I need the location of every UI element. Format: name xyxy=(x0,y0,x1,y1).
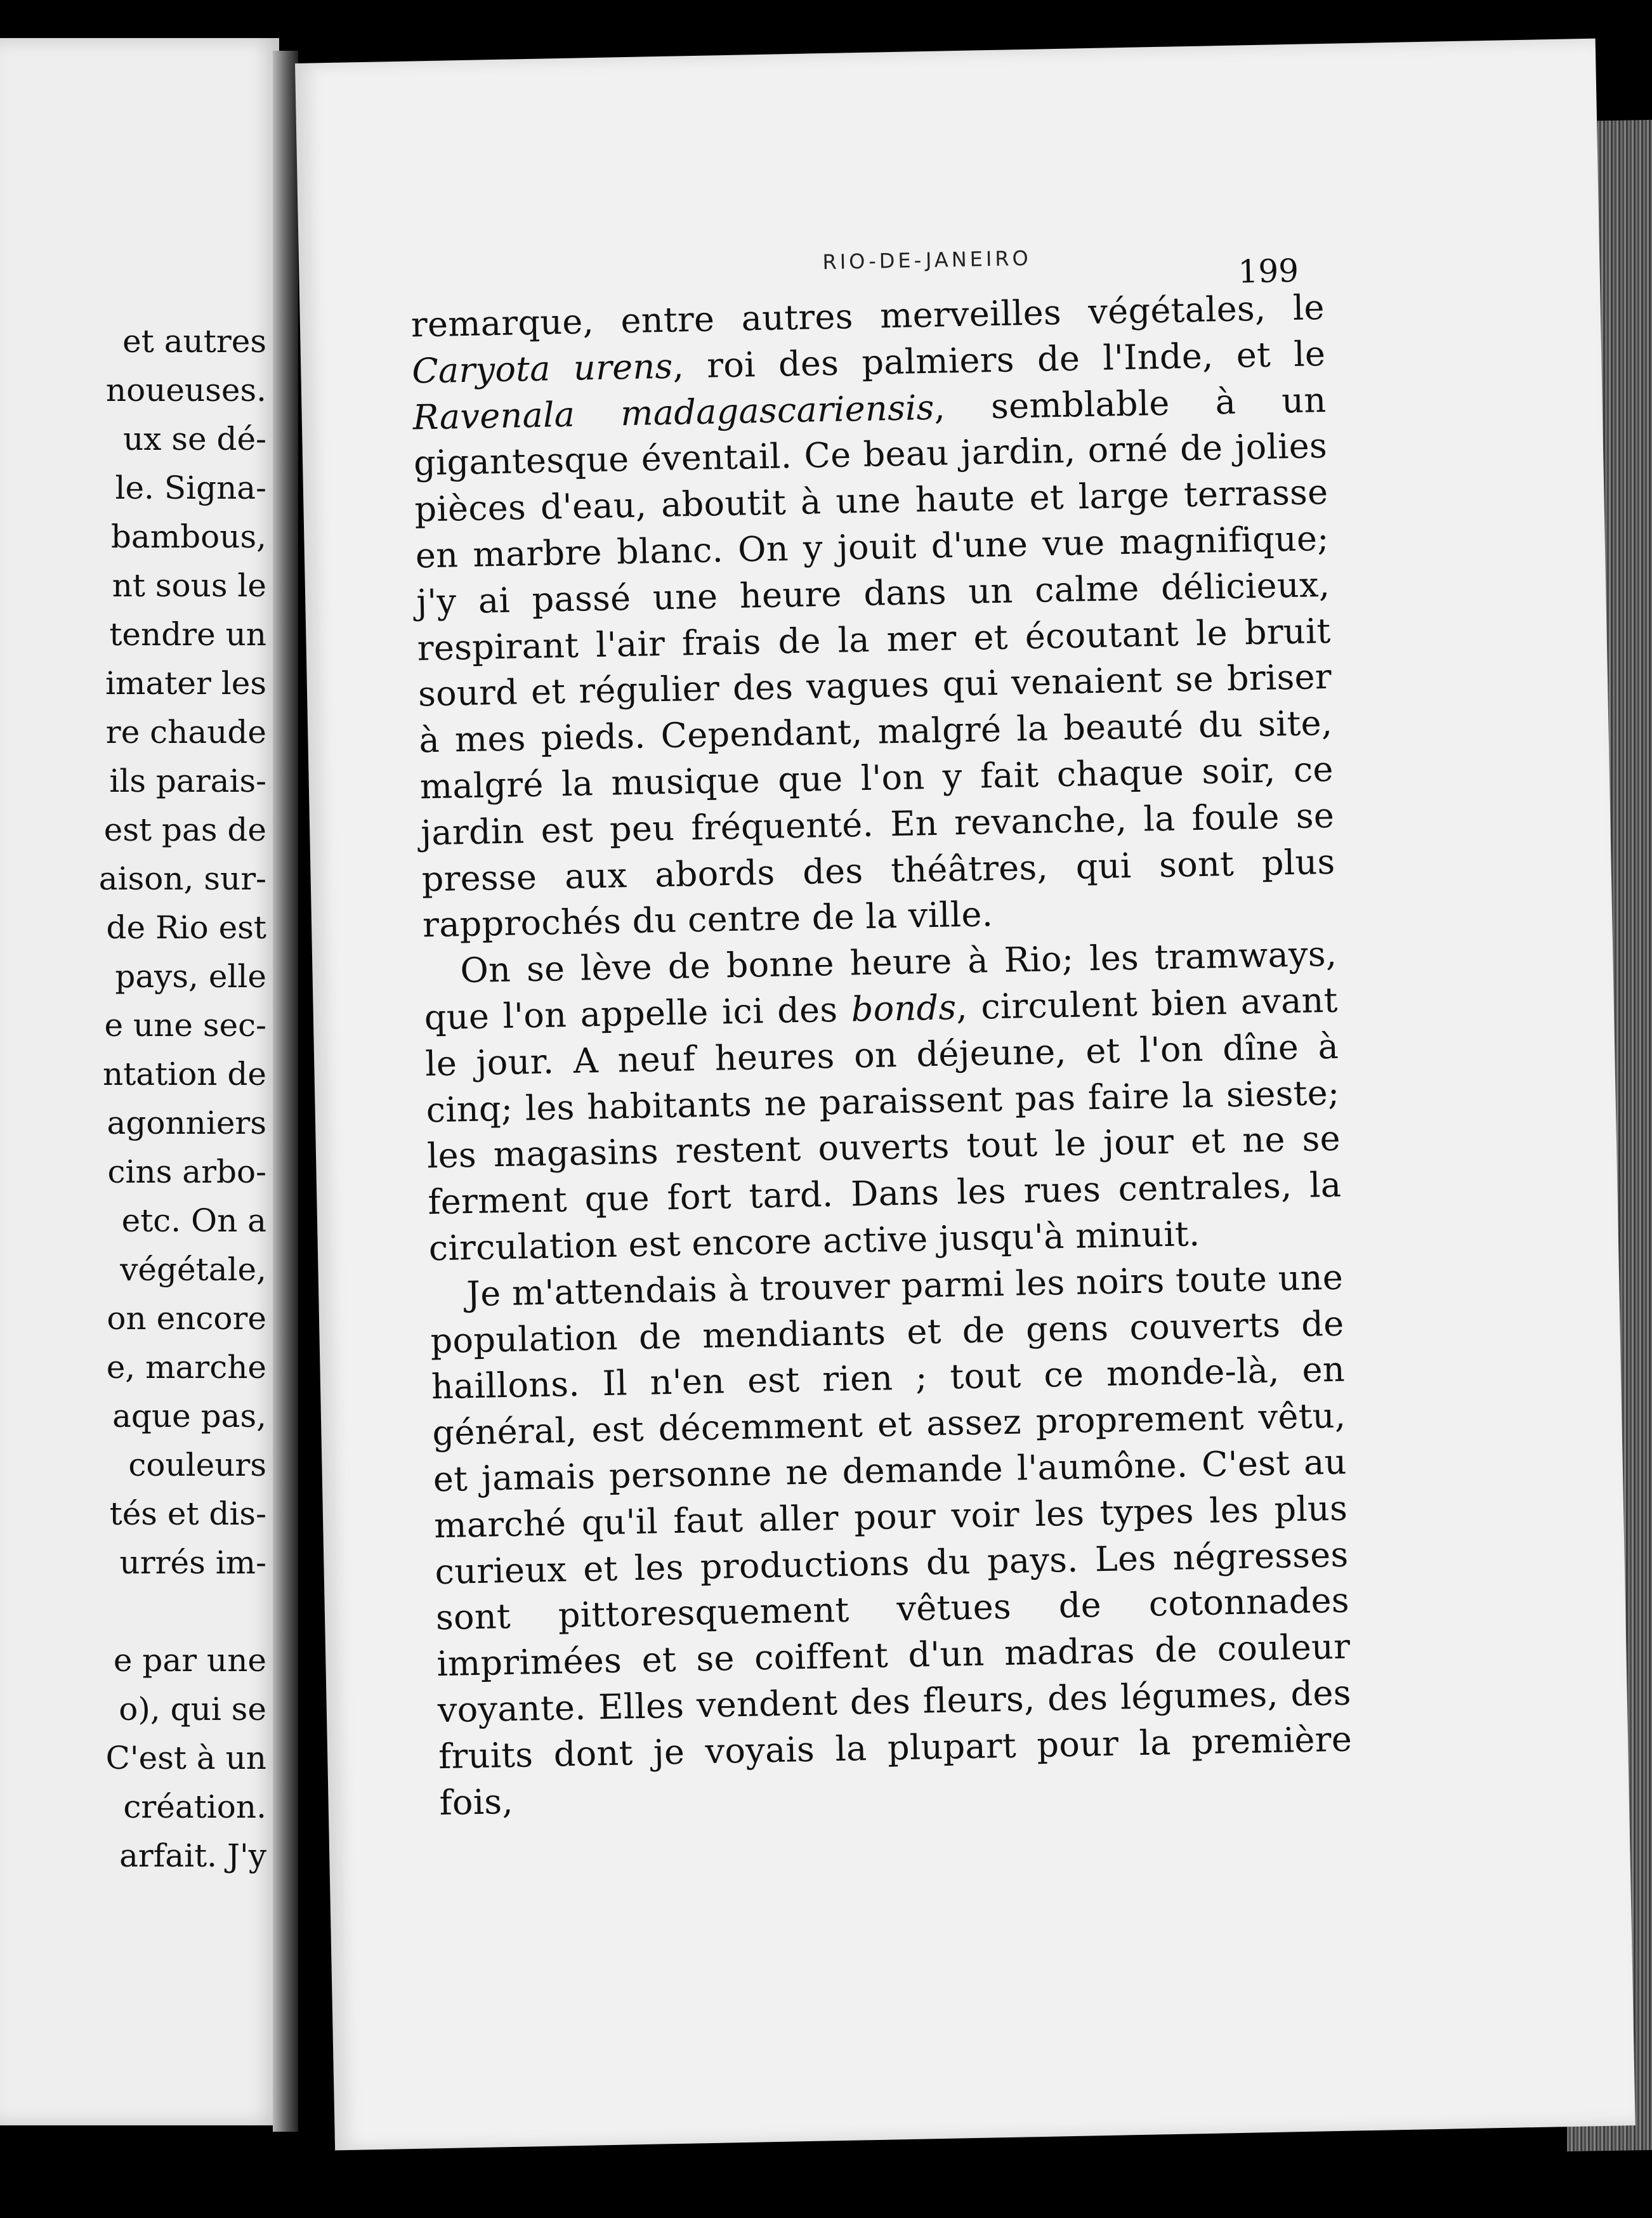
left-page-blank-line xyxy=(0,1587,266,1636)
left-page-line: pays, elle xyxy=(115,958,266,995)
left-page-line: e, marche xyxy=(106,1349,266,1386)
italic-term: Caryota urens xyxy=(411,346,674,391)
left-page-line: o), qui se xyxy=(119,1691,266,1728)
body-text xyxy=(410,285,1353,1826)
left-page-line: de Rio est xyxy=(106,909,266,946)
italic-term: bonds xyxy=(851,987,957,1030)
left-page-line: tendre un xyxy=(109,616,266,653)
left-page-line: bambous, xyxy=(110,518,266,555)
text-run: Je m'attendais à trouver parmi les noirs toute une population de mendiants et de gens couverts de haillons. Il n'en est rien ; tout ce monde-là, en général, est décemment et assez proprement vêtu, et jamais personne ne demande l'aumône. C'est au marché qu'il faut aller pour voir les types les plus curieux et les productions du pays. Les négresses sont pittoresquement vêtues de cotonnades imprimées et se coiffent d'un madras de couleur voyante. Elles vendent des fleurs, des légumes, des fruits dont je voyais la plupart pour la première fois, xyxy=(430,1257,1353,1823)
left-page-line: et autres xyxy=(122,323,266,360)
left-page-line: est pas de xyxy=(103,811,266,848)
left-page-text xyxy=(0,317,266,1880)
left-page-line: imater les xyxy=(105,665,266,702)
text-run: , circulent bien avant le jour. A neuf heures on déjeune, et l'on dîne à cinq; les habitants ne paraissent pas faire la sieste; les magasins restent ouverts tout le jour et ne se ferment que fort tard. Dans les rues centrales, la circulation est encore active jusqu'à minuit. xyxy=(424,980,1342,1269)
left-page-line: urrés im- xyxy=(119,1544,266,1581)
left-page-line: création. xyxy=(123,1788,266,1825)
left-page-line: agonniers xyxy=(107,1105,266,1141)
left-page-line: nt sous le xyxy=(112,567,266,604)
right-page xyxy=(295,39,1636,2151)
left-page-line: on encore xyxy=(107,1300,266,1337)
left-page-line: végétale, xyxy=(120,1251,266,1288)
left-page-line: arfait. J'y xyxy=(119,1837,266,1874)
left-page-line: couleurs xyxy=(128,1447,266,1483)
left-page-line: aison, sur- xyxy=(98,860,266,897)
paragraph xyxy=(423,931,1343,1272)
left-page-line: cins arbo- xyxy=(107,1153,266,1190)
left-page-line: e par une xyxy=(113,1642,266,1679)
left-page-line: noueuses. xyxy=(105,372,266,409)
left-page-line: tés et dis- xyxy=(109,1495,266,1532)
paragraph xyxy=(429,1254,1354,1826)
text-run: , semblable à un gigantesque éventail. Ce beau jardin, orné de jolies pièces d'eau, aboutit à une haute et large terrasse en marbre blanc. On y jouit d'une vue magnifique; j'y ai passé une heure dans un calme délicieux, respirant l'air frais de la mer et écoutant le bruit sourd et régulier des vagues qui venaient se briser à mes pieds. Cependant, malgré la beauté du site, malgré la musique que l'on y fait chaque soir, ce jardin est peu fréquenté. En revanche, la foule se presse aux abords des théâtres, qui sont plus rapprochés du centre de la ville. xyxy=(413,379,1336,945)
text-run: remarque, entre autres merveilles végétales, le xyxy=(410,287,1325,345)
left-page-line: C'est à un xyxy=(105,1740,266,1776)
paragraph xyxy=(410,285,1336,949)
left-page-line: etc. On a xyxy=(121,1202,266,1239)
left-page-line: ils parais- xyxy=(109,763,266,799)
book-gutter xyxy=(273,51,298,2132)
left-page-line: aque pas, xyxy=(112,1398,266,1434)
text-run: , roi des palmiers de l'Inde, et le xyxy=(672,333,1326,386)
page-number: 199 xyxy=(1238,252,1299,291)
left-page-line: le. Signa- xyxy=(115,469,266,506)
left-page xyxy=(0,38,279,2125)
italic-term: Ravenala madagascariensis xyxy=(412,387,935,438)
left-page-line: re chaude xyxy=(105,714,266,751)
left-page-line: ux se dé- xyxy=(123,421,266,457)
running-head: RIO-DE-JANEIRO xyxy=(822,246,1032,275)
text-run: On se lève de bonne heure à Rio; les tramways, que l'on appelle ici des xyxy=(424,933,1337,1038)
left-page-line: e une sec- xyxy=(104,1007,266,1044)
left-page-line: ntation de xyxy=(103,1056,266,1093)
